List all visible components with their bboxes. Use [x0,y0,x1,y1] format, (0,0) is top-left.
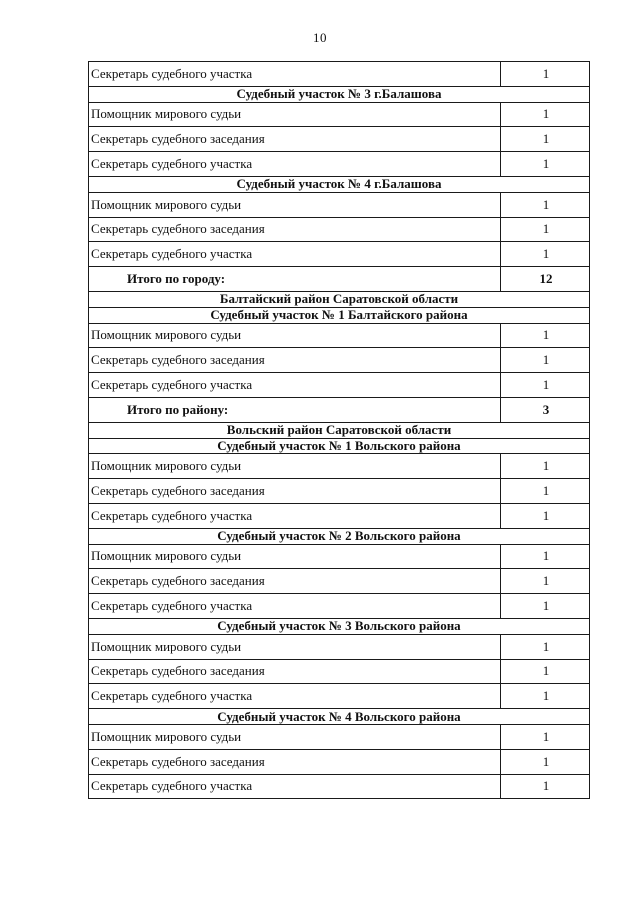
position-count: 1 [501,659,590,684]
position-label: Секретарь судебного заседания [89,348,501,373]
position-label: Секретарь судебного участка [89,373,501,398]
position-count: 1 [501,544,590,569]
position-label: Помощник мирового судьи [89,102,501,127]
position-label: Помощник мирового судьи [89,192,501,217]
position-row [89,684,590,709]
section-header-row [89,422,590,438]
section-header-row [89,438,590,454]
position-count: 1 [501,684,590,709]
section-header-row [89,528,590,544]
position-count: 1 [501,774,590,799]
position-count: 1 [501,503,590,528]
position-count: 1 [501,348,590,373]
position-count: 1 [501,323,590,348]
total-row [89,267,590,292]
section-header-label: Судебный участок № 4 г.Балашова [89,176,590,192]
position-count: 1 [501,102,590,127]
position-label: Секретарь судебного участка [89,242,501,267]
total-count: 12 [501,267,590,292]
section-header-label: Судебный участок № 4 Вольского района [89,709,590,725]
section-header-label: Балтайский район Саратовской области [89,291,590,307]
position-count: 1 [501,594,590,619]
position-count: 1 [501,454,590,479]
position-row [89,569,590,594]
position-label: Секретарь судебного заседания [89,217,501,242]
position-row [89,749,590,774]
position-row [89,348,590,373]
section-header-row [89,86,590,102]
position-label: Помощник мирового судьи [89,454,501,479]
section-header-label: Вольский район Саратовской области [89,422,590,438]
position-label: Помощник мирового судьи [89,634,501,659]
total-label: Итого по городу: [89,267,501,292]
position-label: Секретарь судебного участка [89,684,501,709]
position-row [89,217,590,242]
position-count: 1 [501,749,590,774]
position-count: 1 [501,62,590,87]
position-label: Секретарь судебного участка [89,774,501,799]
total-row [89,397,590,422]
staff-table [88,61,590,799]
position-label: Секретарь судебного участка [89,152,501,177]
page-number: 10 [313,30,327,45]
position-count: 1 [501,373,590,398]
position-row [89,242,590,267]
position-row [89,62,590,87]
position-count: 1 [501,192,590,217]
position-count: 1 [501,152,590,177]
position-count: 1 [501,724,590,749]
position-count: 1 [501,479,590,504]
section-header-row [89,618,590,634]
position-row [89,323,590,348]
total-count: 3 [501,397,590,422]
position-count: 1 [501,127,590,152]
position-row [89,192,590,217]
section-header-row [89,307,590,323]
position-row [89,724,590,749]
section-header-row [89,176,590,192]
staff-table-body [89,62,590,799]
position-label: Секретарь судебного участка [89,62,501,87]
total-label: Итого по району: [89,397,501,422]
position-row [89,454,590,479]
position-label: Секретарь судебного заседания [89,479,501,504]
position-label: Секретарь судебного участка [89,594,501,619]
position-row [89,152,590,177]
position-label: Секретарь судебного участка [89,503,501,528]
section-header-label: Судебный участок № 1 Балтайского района [89,307,590,323]
position-row [89,774,590,799]
position-row [89,503,590,528]
position-row [89,479,590,504]
position-row [89,634,590,659]
position-label: Помощник мирового судьи [89,724,501,749]
position-label: Секретарь судебного заседания [89,749,501,774]
position-row [89,544,590,569]
position-label: Секретарь судебного заседания [89,127,501,152]
section-header-row [89,291,590,307]
position-count: 1 [501,242,590,267]
section-header-label: Судебный участок № 2 Вольского района [89,528,590,544]
position-row [89,594,590,619]
position-label: Помощник мирового судьи [89,544,501,569]
position-row [89,373,590,398]
section-header-label: Судебный участок № 1 Вольского района [89,438,590,454]
position-label: Помощник мирового судьи [89,323,501,348]
position-count: 1 [501,217,590,242]
position-row [89,102,590,127]
position-row [89,659,590,684]
section-header-label: Судебный участок № 3 Вольского района [89,618,590,634]
position-label: Секретарь судебного заседания [89,569,501,594]
position-row [89,127,590,152]
position-label: Секретарь судебного заседания [89,659,501,684]
section-header-label: Судебный участок № 3 г.Балашова [89,86,590,102]
section-header-row [89,709,590,725]
position-count: 1 [501,634,590,659]
position-count: 1 [501,569,590,594]
